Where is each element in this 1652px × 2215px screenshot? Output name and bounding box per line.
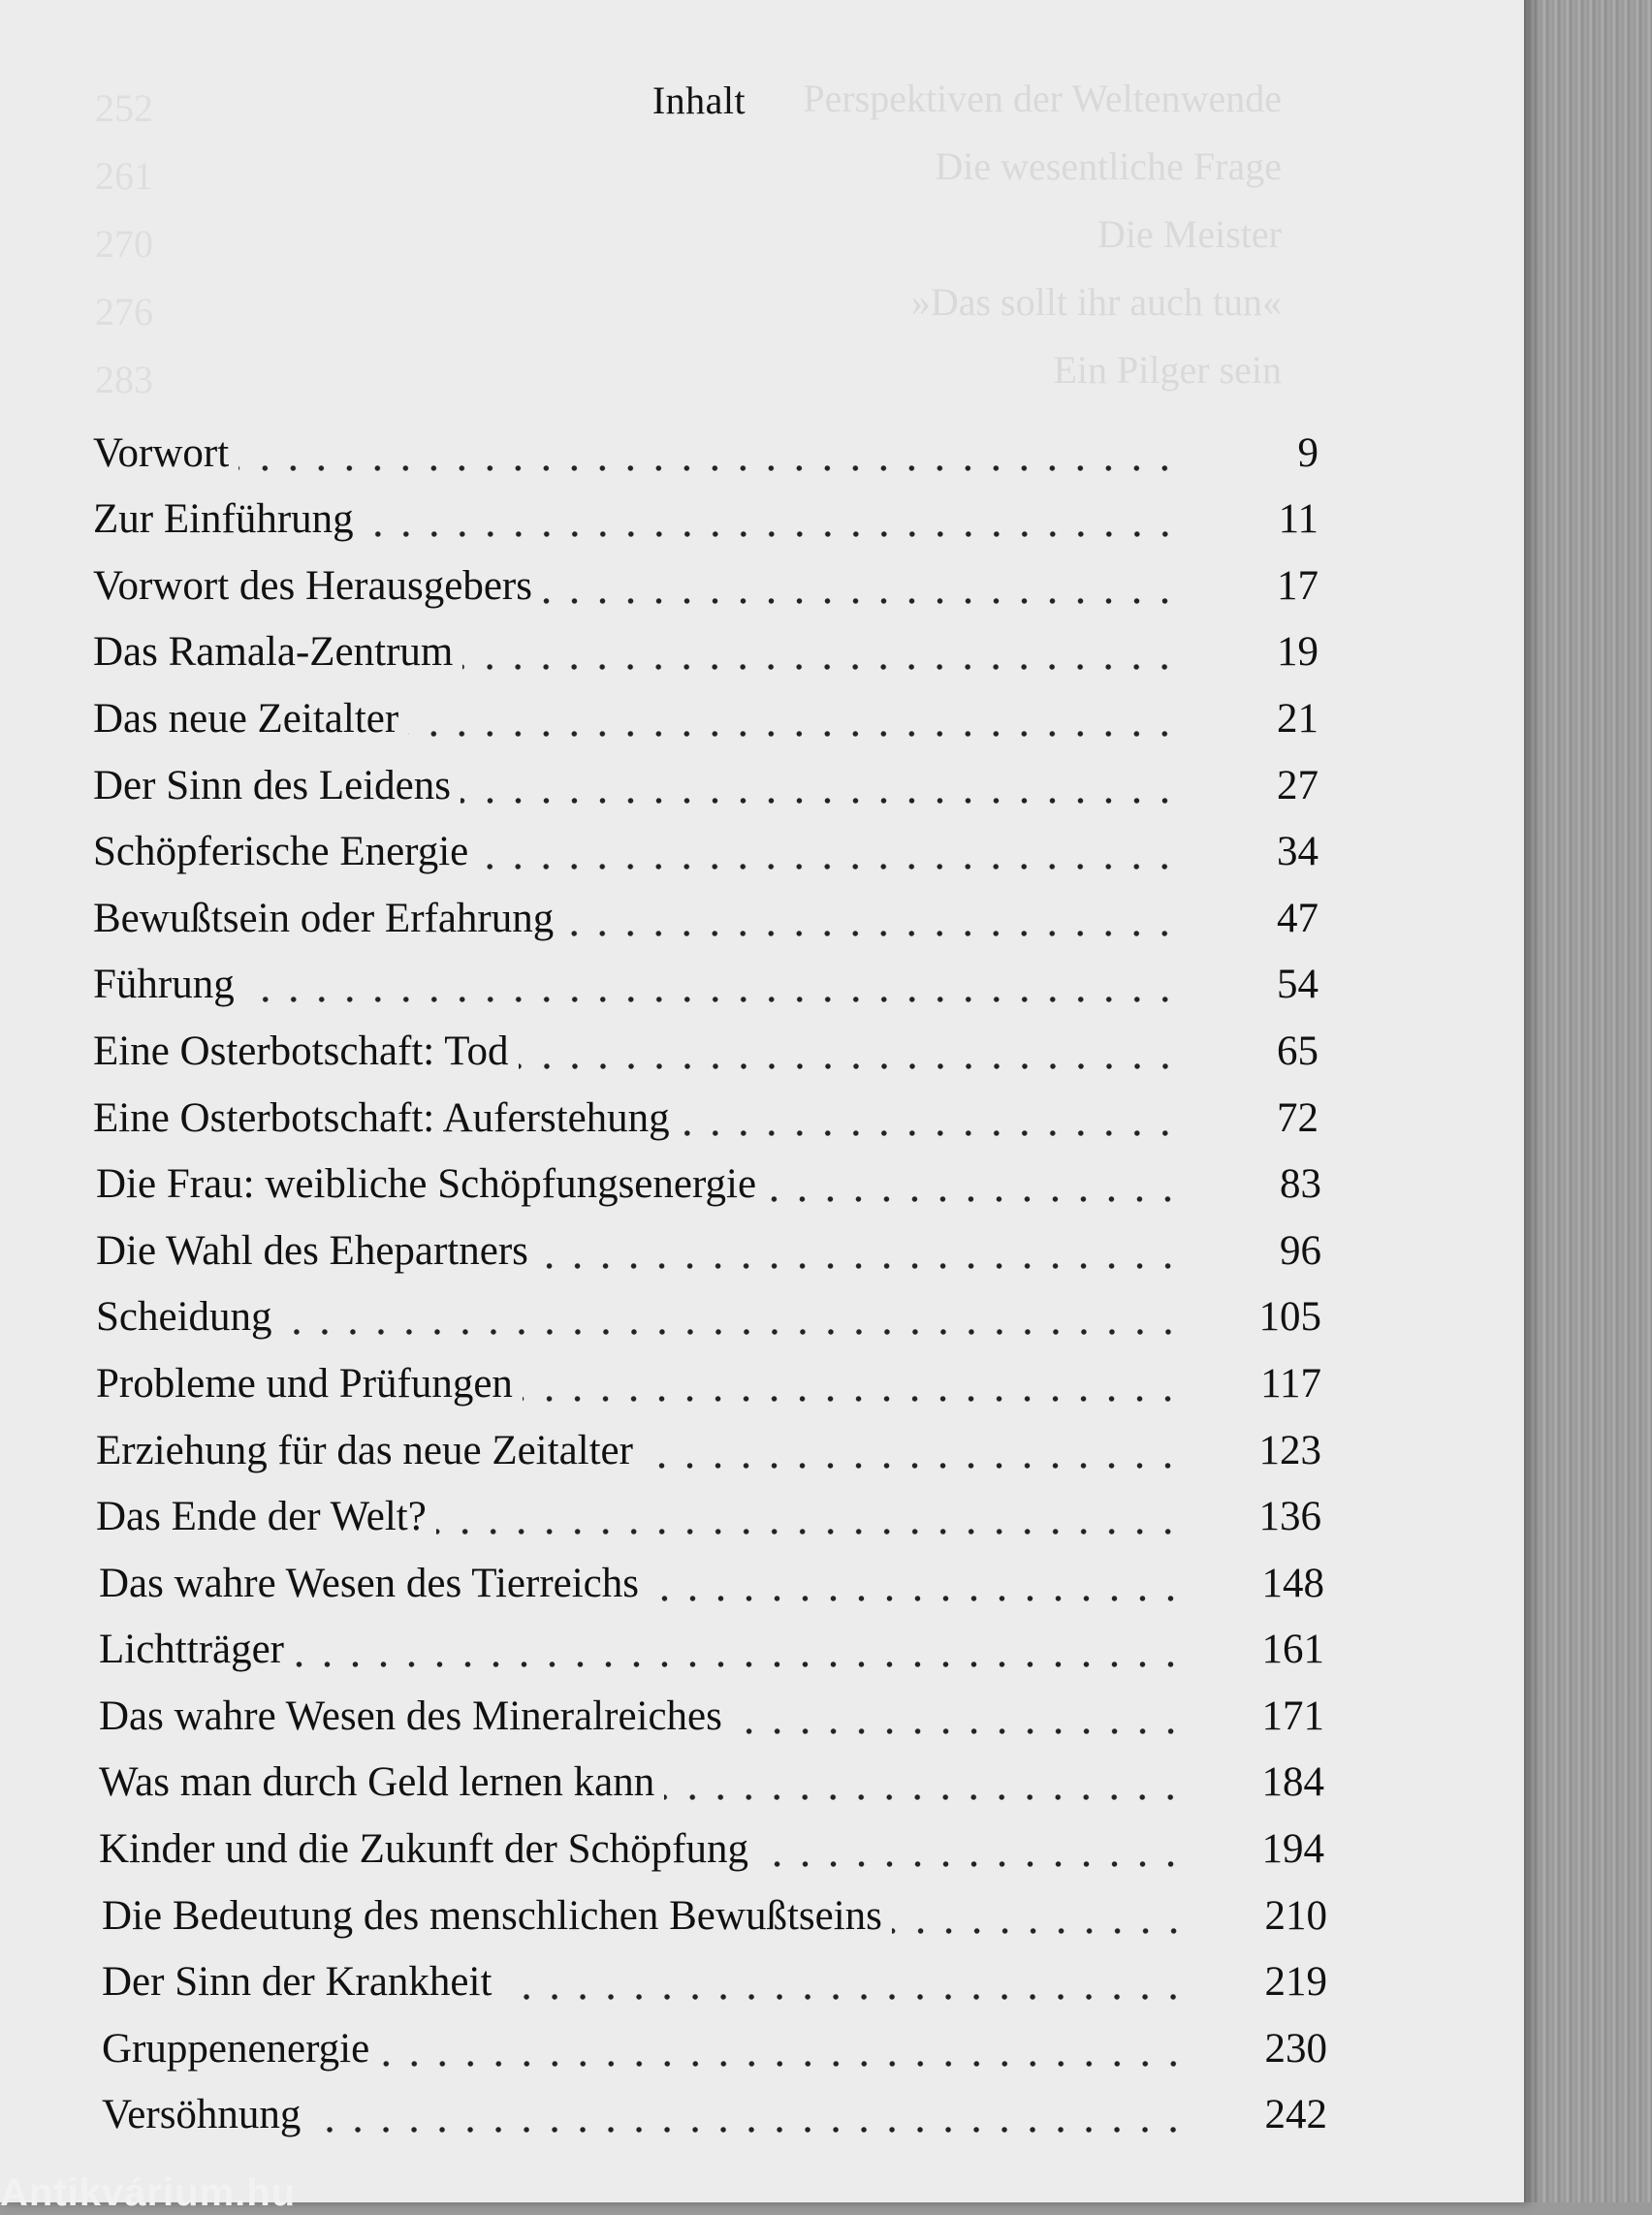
toc-entry-title: Der Sinn des Leidens [93,762,452,808]
dot-leader [664,1793,1185,1801]
toc-entry-page: 34 [1277,829,1318,875]
bleed-line: Die Meister [1097,212,1282,256]
dot-leader [364,530,1179,538]
bleed-line: »Das sollt ihr auch tun« [910,280,1282,324]
dot-leader [462,663,1179,671]
dot-leader [643,1462,1182,1470]
bleed-line: Perspektiven der Weltenwende [803,77,1282,120]
toc-entry-title: Die Wahl des Ehepartners [96,1227,528,1274]
dot-leader [244,996,1179,1003]
toc-entry-title: Die Bedeutung des menschlichen Bewußtseins [102,1892,882,1939]
toc-entry [93,407,1318,474]
toc-entry-title: Das Ramala-Zentrum [93,629,454,676]
dot-leader [310,2126,1188,2134]
toc-entry-title: Vorwort des Herausgebers [93,562,532,609]
toc-entry-title: Gruppenenergie [102,2025,370,2072]
toc-entry-title: Zur Einführung [93,496,354,543]
dot-leader [519,1062,1180,1070]
next-page-edge [1524,0,1652,2202]
toc-entry [96,1205,1321,1272]
page-title: Inhalt [651,79,747,122]
toc-entry [102,1870,1327,1937]
toc-entry-page: 171 [1261,1693,1324,1739]
toc-entry [99,1803,1324,1873]
toc-entry-page: 21 [1277,695,1318,742]
dot-leader [408,730,1179,738]
toc-entry-title: Was man durch Geld lernen kann [99,1759,655,1806]
toc-entry-title: Führung [93,962,235,1008]
toc-entry-title: Eine Osterbotschaft: Tod [93,1028,509,1074]
dot-leader [282,1328,1182,1336]
watermark: Antikvárium.hu [0,2171,297,2214]
toc-entry-page: 136 [1258,1494,1321,1540]
bleed-line: Ein Pilger sein [1053,348,1282,392]
toc-entry [99,1737,1324,1804]
toc-entry-title: Die Frau: weibliche Schöpfungsenergie [96,1161,757,1208]
toc-entry-page: 161 [1261,1627,1324,1673]
toc-entry-title: Scheidung [96,1294,272,1341]
toc-entry-page: 9 [1297,429,1318,476]
dot-leader [766,1195,1182,1203]
toc-entry-page: 72 [1277,1094,1318,1141]
toc-entry-page: 65 [1277,1028,1318,1074]
dot-leader [294,1661,1185,1668]
toc-entry [102,2070,1327,2136]
dot-leader [758,1860,1185,1868]
page-gutter-shadow [1524,0,1541,2202]
bleed-number: 276 [95,290,153,333]
bleed-number: 252 [95,86,153,130]
toc-entry [99,1537,1324,1604]
dot-leader [680,1129,1179,1137]
toc-entry-title: Probleme und Prüfungen [96,1360,513,1407]
toc-entry-title: Das wahre Wesen des Tierreichs [99,1560,640,1606]
toc-entry [96,1139,1321,1206]
toc-entry [99,1604,1324,1671]
toc-entry-title: Schöpferische Energie [93,829,469,875]
toc-entry-title: Das Ende der Welt? [96,1494,427,1540]
toc-entry-page: 83 [1280,1161,1321,1208]
toc-entry [96,1272,1321,1339]
dot-leader [649,1595,1185,1602]
toc-entry-page: 19 [1277,629,1318,676]
toc-entry [96,1471,1321,1538]
toc-entry-page: 27 [1277,762,1318,808]
toc-entry-title: Das wahre Wesen des Mineralreiches [99,1693,722,1739]
toc-entry-title: Der Sinn der Krankheit [102,1959,492,2006]
bleed-number: 261 [95,154,153,198]
dot-leader [523,1395,1182,1403]
toc-entry [93,807,1318,873]
toc-entry-title: Eine Osterbotschaft: Auferstehung [93,1094,670,1141]
toc-entry [96,1338,1321,1405]
toc-entry-title: Erziehung für das neue Zeitalter [96,1427,633,1473]
toc-entry-page: 148 [1261,1560,1324,1606]
dot-leader [238,464,1179,472]
bleed-number: 270 [95,222,153,266]
toc-entry-page: 219 [1264,1959,1327,2006]
toc-entry-page: 47 [1277,895,1318,941]
toc-entry [99,1670,1324,1737]
toc-entry [102,2003,1327,2070]
toc-entry [93,740,1318,807]
toc-entry [93,474,1318,541]
dot-leader [732,1727,1185,1735]
toc-entry-page: 230 [1264,2025,1327,2072]
toc-entry [93,673,1318,740]
toc-entry-title: Bewußtsein oder Erfahrung [93,895,555,941]
dot-leader [563,930,1179,937]
toc-entry-page: 242 [1264,2092,1327,2138]
bleed-line: Die wesentliche Frage [935,144,1282,188]
toc-entry-page: 17 [1277,562,1318,609]
toc-entry-title: Kinder und die Zukunft der Schöpfung [99,1826,748,1873]
toc-entry-page: 194 [1261,1826,1324,1873]
toc-entry-title: Das neue Zeitalter [93,695,399,742]
toc-entry-page: 96 [1280,1227,1321,1274]
toc-entry-page: 54 [1277,962,1318,1008]
toc-entry [93,1005,1318,1072]
toc-entry-title: Versöhnung [102,2092,302,2138]
toc-entry [102,1937,1327,2004]
toc-entry-page: 105 [1258,1294,1321,1341]
dot-leader [501,1993,1188,2001]
toc-entry [96,1405,1321,1471]
toc-entry-page: 117 [1260,1360,1321,1407]
toc-entry [93,540,1318,607]
dot-leader [461,797,1179,805]
dot-leader [436,1528,1182,1535]
dot-leader [892,1927,1188,1935]
dot-leader [538,1262,1182,1270]
toc-entry-title: Lichtträger [99,1627,285,1673]
toc-entry [93,607,1318,674]
toc-entry-page: 184 [1261,1759,1324,1806]
toc-entry [93,939,1318,1006]
toc-entry-page: 123 [1258,1427,1321,1473]
dot-leader [478,863,1179,870]
toc-entry [93,1072,1318,1139]
dot-leader [379,2060,1188,2068]
toc-entry-page: 11 [1278,496,1318,543]
bleed-number: 283 [95,358,153,401]
toc-entry-title: Vorwort [93,429,230,476]
dot-leader [542,597,1179,605]
toc-entry-page: 210 [1264,1892,1327,1939]
toc-entry [93,872,1318,939]
table-of-contents [93,407,1327,2138]
